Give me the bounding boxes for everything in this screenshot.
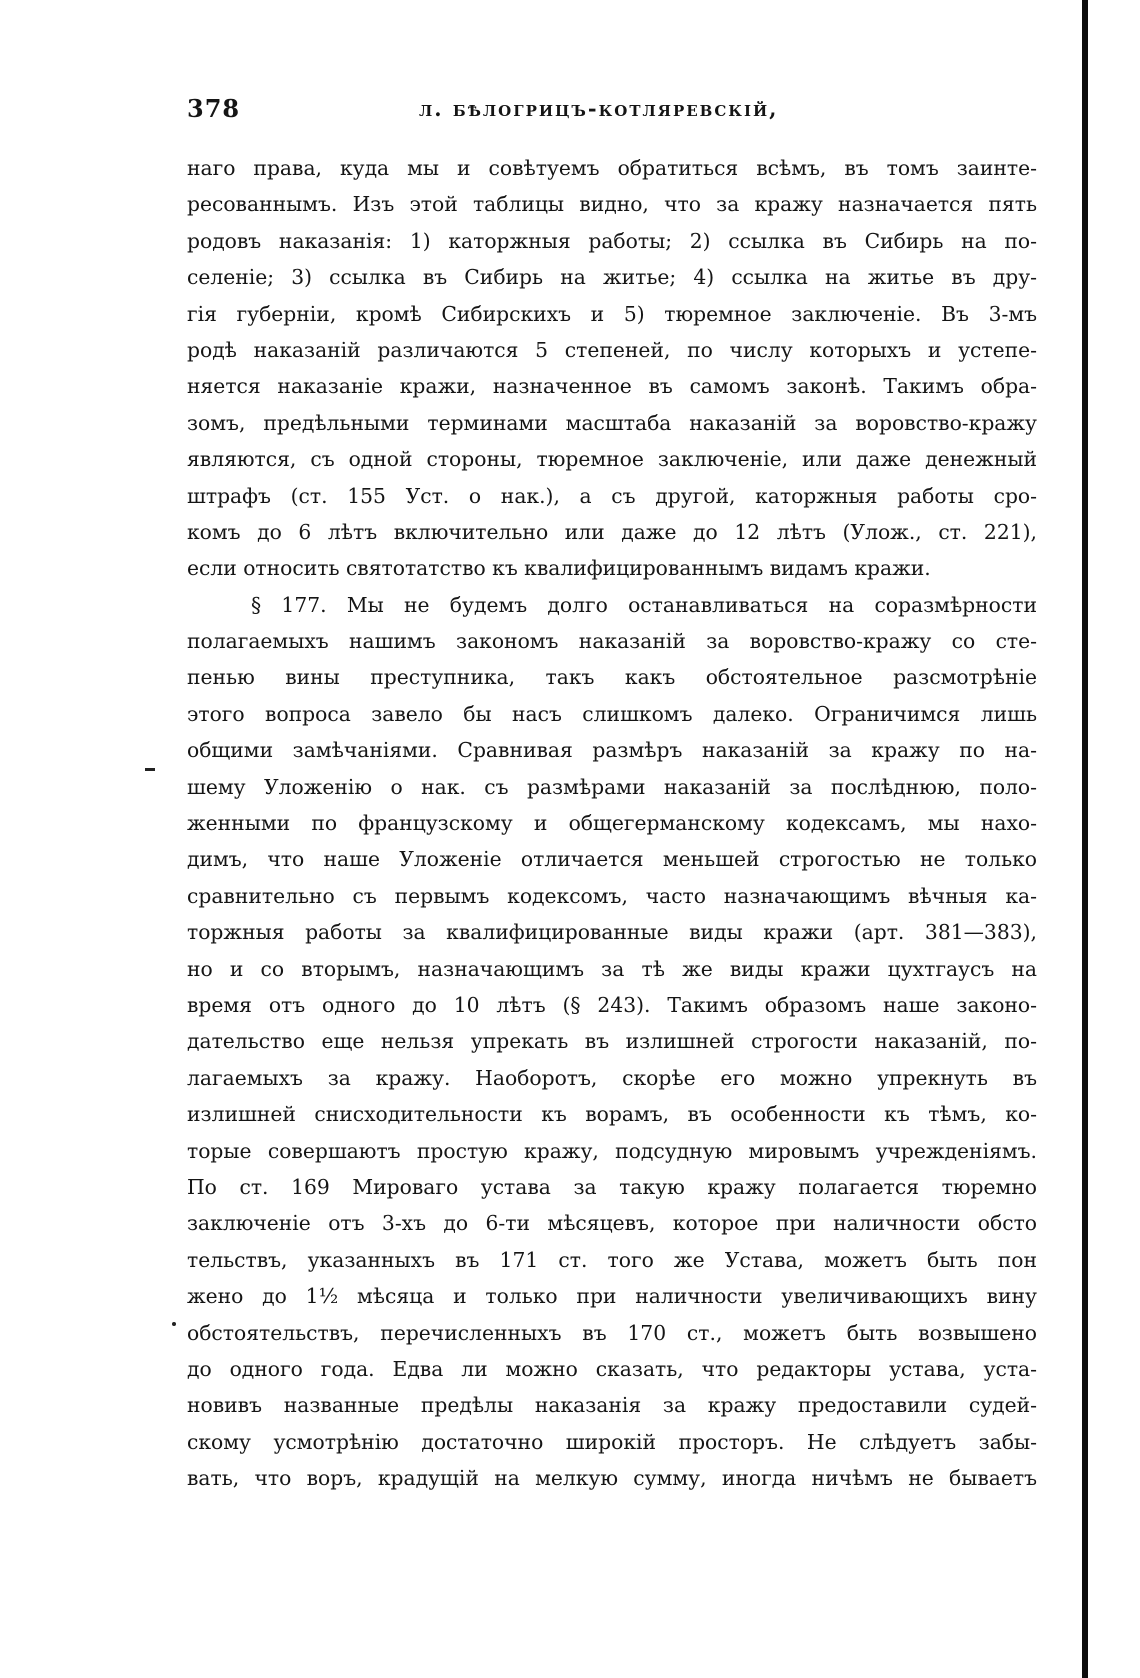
page-header — [187, 94, 1037, 130]
text-line: тельствъ, указанныхъ въ 171 ст. того же Устава, можетъ быть пон — [187, 1247, 1037, 1272]
text-line: скому усмотрѣнію достаточно широкій просторъ. Не слѣдуетъ забы- — [187, 1429, 1037, 1454]
text-line: димъ, что наше Уложеніе отличается меньшей строгостью не только — [187, 847, 1037, 872]
scan-edge-rule — [1082, 0, 1088, 1678]
text-line: время отъ одного до 10 лѣтъ (§ 243). Такимъ образомъ наше законо- — [187, 992, 1037, 1017]
text-line: являются, съ одной стороны, тюремное заключеніе, или даже денежный — [187, 447, 1037, 472]
text-line: пенью вины преступника, такъ какъ обстоятельное разсмотрѣніе — [187, 665, 1037, 690]
text-line: По ст. 169 Мироваго устава за такую кражу полагается тюремно — [187, 1174, 1037, 1199]
text-line: штрафъ (ст. 155 Уст. о нак.), а съ другой, каторжныя работы сро- — [187, 483, 1037, 508]
text-line: гія губерніи, кромѣ Сибирскихъ и 5) тюремное заключеніе. Въ 3-мъ — [187, 301, 1037, 326]
text-line: родовъ наказанія: 1) каторжныя работы; 2) ссылка въ Сибирь на по- — [187, 228, 1037, 253]
text-line: этого вопроса завело бы насъ слишкомъ далеко. Ограничимся лишь — [187, 701, 1037, 726]
text-line: если относить святотатство къ квалифицированнымъ видамъ кражи. — [187, 556, 931, 581]
running-head: л. бѣлогрицъ-котляревскій, — [419, 96, 779, 121]
text-line: вать, что воръ, крадущій на мелкую сумму, иногда ничѣмъ не бываетъ — [187, 1466, 1037, 1491]
text-line: шему Уложенію о нак. съ размѣрами наказаній за послѣднюю, поло- — [187, 774, 1037, 799]
text-line: родѣ наказаній различаются 5 степеней, по числу которыхъ и устепе- — [187, 337, 1037, 362]
text-line: лагаемыхъ за кражу. Наоборотъ, скорѣе его можно упрекнуть въ — [187, 1065, 1037, 1090]
body-text — [187, 150, 1037, 1496]
text-line: обстоятельствъ, перечисленныхъ въ 170 ст., можетъ быть возвышено — [187, 1320, 1037, 1345]
text-line: заключеніе отъ 3-хъ до 6-ти мѣсяцевъ, которое при наличности обсто — [187, 1211, 1037, 1236]
text-line: жено до 1½ мѣсяца и только при наличности увеличивающихъ вину — [187, 1284, 1037, 1309]
text-line: сравнительно съ первымъ кодексомъ, часто назначающимъ вѣчныя ка- — [187, 883, 1037, 908]
text-line: до одного года. Едва ли можно сказать, что редакторы устава, уста- — [187, 1356, 1037, 1381]
text-line: торые совершаютъ простую кражу, подсудную мировымъ учрежденіямъ. — [187, 1138, 1037, 1163]
text-line: общими замѣчаніями. Сравнивая размѣръ наказаній за кражу по на- — [187, 738, 1037, 763]
text-line: женными по французскому и общегерманскому кодексамъ, мы нахо- — [187, 811, 1037, 836]
text-line: комъ до 6 лѣтъ включительно или даже до 12 лѣтъ (Улож., ст. 221), — [187, 519, 1037, 544]
text-line: наго права, куда мы и совѣтуемъ обратиться всѣмъ, въ томъ заинте- — [187, 156, 1037, 180]
section-heading-line: § 177. Мы не будемъ долго останавливаться на соразмѣрности — [251, 592, 1037, 617]
page-number: 378 — [187, 94, 241, 123]
text-line: зомъ, предѣльными терминами масштаба наказаній за воровство-кражу — [187, 410, 1037, 435]
text-line: селеніе; 3) ссылка въ Сибирь на житье; 4) ссылка на житье въ дру- — [187, 265, 1037, 290]
margin-mark — [145, 768, 155, 771]
text-line: няется наказаніе кражи, назначенное въ самомъ законѣ. Такимъ обра- — [187, 374, 1037, 399]
text-line: ресованнымъ. Изъ этой таблицы видно, что за кражу назначается пять — [187, 192, 1037, 217]
text-line: но и со вторымъ, назначающимъ за тѣ же виды кражи цухтгаусъ на — [187, 956, 1037, 981]
text-line: полагаемыхъ нашимъ закономъ наказаній за воровство-кражу со сте- — [187, 629, 1037, 654]
text-line: новивъ названные предѣлы наказанія за кражу предоставили судей- — [187, 1393, 1037, 1418]
margin-mark — [172, 1322, 176, 1326]
text-line: торжныя работы за квалифицированные виды кражи (арт. 381—383), — [187, 920, 1037, 945]
text-line: дательство еще нельзя упрекать въ излишней строгости наказаній, по- — [187, 1029, 1037, 1054]
text-line: излишней снисходительности къ ворамъ, въ особенности къ тѣмъ, ко- — [187, 1102, 1037, 1127]
